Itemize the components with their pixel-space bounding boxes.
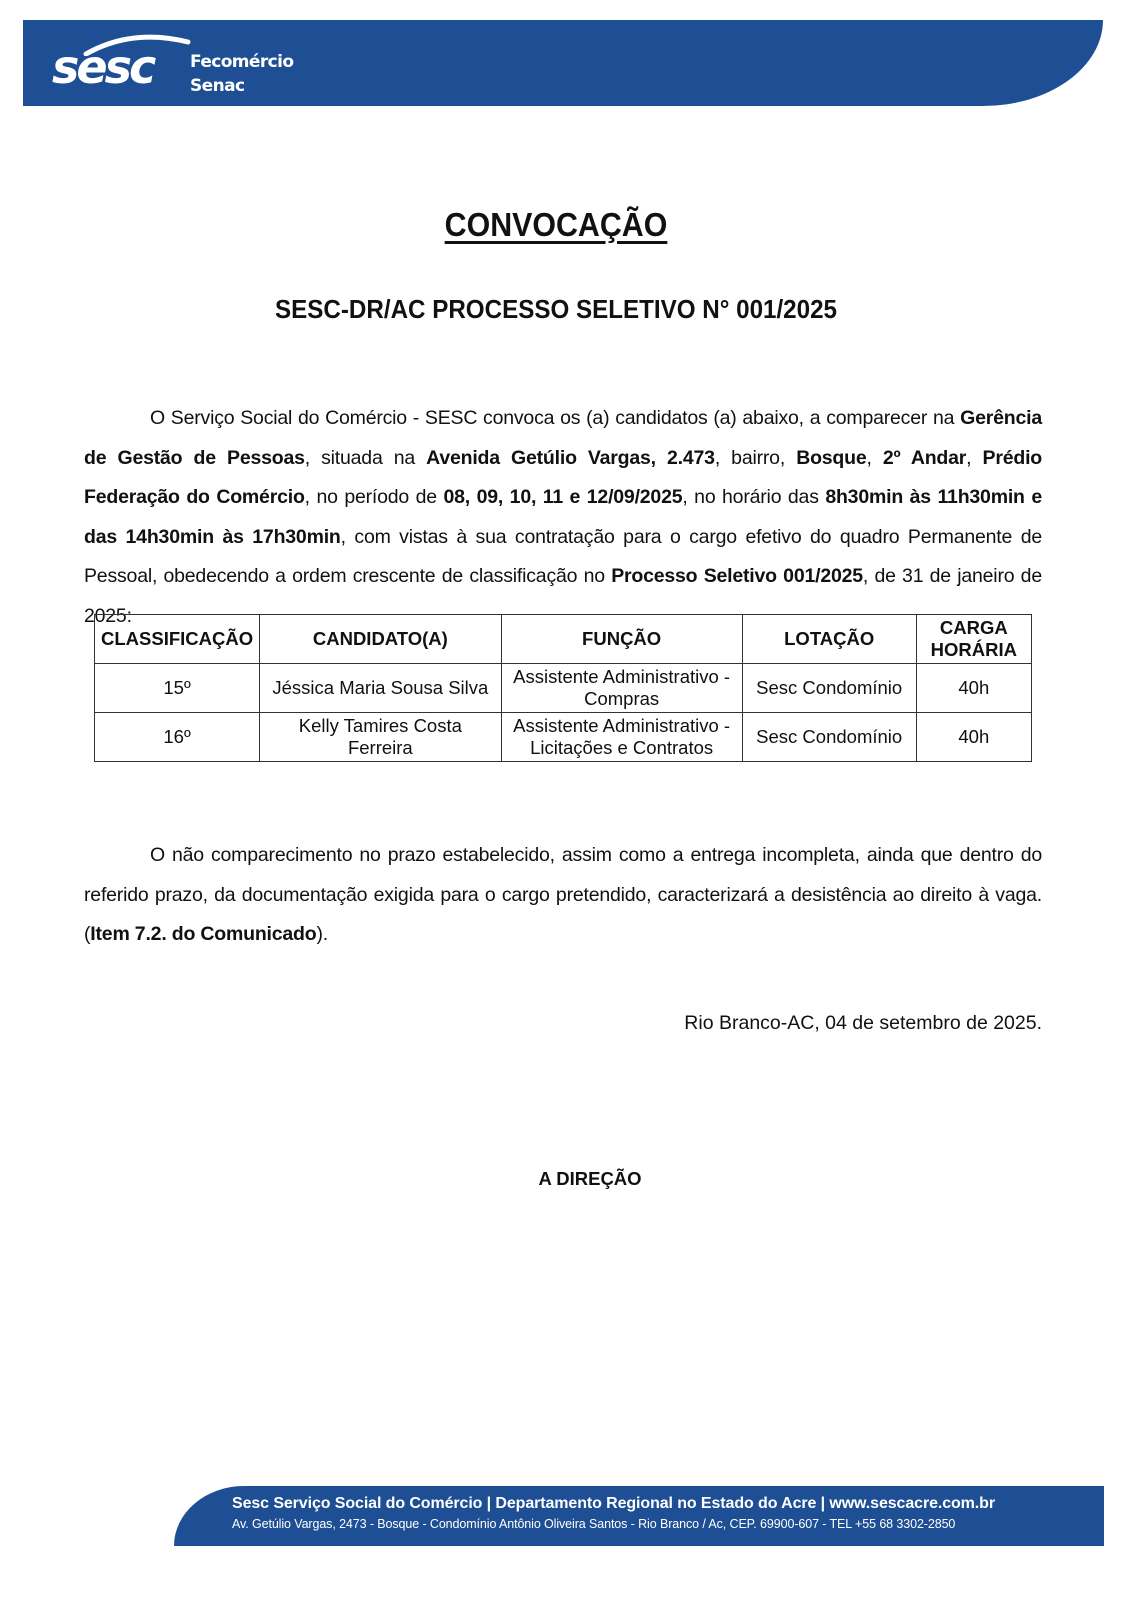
header-carga-horaria: CARGA HORÁRIA bbox=[916, 615, 1031, 664]
text-segment: O Serviço Social do Comércio - SESC convoca os (a) candidatos (a) abaixo, a comparecer na bbox=[150, 407, 961, 429]
text-segment: , bbox=[866, 446, 883, 469]
table-row bbox=[95, 664, 1032, 713]
footer-organization-line: Sesc Serviço Social do Comércio | Departamento Regional no Estado do Acre | www.sescacre.com.br bbox=[232, 1495, 995, 1512]
logo-text: sesc bbox=[52, 40, 154, 94]
cell-candidato: Kelly Tamires Costa Ferreira bbox=[260, 713, 501, 762]
bold-text-segment: Processo Seletivo 001/2025 bbox=[611, 565, 863, 587]
table-row bbox=[95, 713, 1032, 762]
header-funcao: FUNÇÃO bbox=[501, 615, 742, 664]
bold-text-segment: 2º Andar bbox=[882, 446, 967, 469]
text-segment: , com vistas à sua contratação para o cargo efetivo do quadro Permanente de Pessoal, obedecendo a ordem crescente de classificação no bbox=[84, 525, 1042, 587]
text-segment: , no período de bbox=[304, 486, 444, 508]
text-segment: , bbox=[966, 446, 983, 469]
cell-lotacao: Sesc Condomínio bbox=[742, 664, 916, 713]
cell-lotacao: Sesc Condomínio bbox=[742, 713, 916, 762]
logo-fecomercio: Fecomércio bbox=[190, 52, 294, 72]
cell-funcao: Assistente Administrativo - Licitações e Contratos bbox=[501, 713, 742, 762]
header-lotacao: LOTAÇÃO bbox=[742, 615, 916, 664]
candidates-table bbox=[94, 614, 1032, 762]
cell-candidato: Jéssica Maria Sousa Silva bbox=[260, 664, 501, 713]
sesc-logo bbox=[52, 34, 312, 96]
text-segment: , de 31 de janeiro de 2025: bbox=[84, 565, 1042, 627]
text-segment: , no horário das bbox=[682, 486, 826, 508]
cell-classificacao: 15º bbox=[95, 664, 260, 713]
cell-carga-horaria: 40h bbox=[916, 713, 1031, 762]
absence-notice-paragraph bbox=[84, 836, 1042, 955]
bold-text-segment: Avenida Getúlio Vargas, 2.473 bbox=[426, 446, 715, 469]
bold-text-segment: Gerência de Gestão de Pessoas bbox=[84, 407, 1042, 469]
table-header-row bbox=[95, 615, 1032, 664]
cell-funcao: Assistente Administrativo - Compras bbox=[501, 664, 742, 713]
cell-classificacao: 16º bbox=[95, 713, 260, 762]
convocation-paragraph bbox=[84, 399, 1042, 636]
bold-text-segment: 08, 09, 10, 11 e 12/09/2025 bbox=[443, 486, 683, 508]
text-segment: O não comparecimento no prazo estabelecido, assim como a entrega incompleta, ainda que dentro do referido prazo, da documentação exigida para o cargo pretendido, caracterizará a desistência ao direito à vaga. ( bbox=[84, 844, 1042, 945]
header-classificacao: CLASSIFICAÇÃO bbox=[95, 615, 260, 664]
text-segment: , situada na bbox=[304, 446, 427, 469]
signature: A DIREÇÃO bbox=[538, 1168, 642, 1189]
logo-senac: Senac bbox=[190, 76, 245, 96]
document-subtitle: SESC-DR/AC PROCESSO SELETIVO N° 001/2025 bbox=[275, 294, 837, 324]
cell-carga-horaria: 40h bbox=[916, 664, 1031, 713]
document-title: CONVOCAÇÃO bbox=[444, 206, 668, 243]
bold-text-segment: Prédio Federação do Comércio bbox=[84, 446, 1043, 508]
date-line: Rio Branco-AC, 04 de setembro de 2025. bbox=[684, 1012, 1042, 1034]
text-segment: ). bbox=[316, 923, 328, 945]
header-candidato: CANDIDATO(A) bbox=[260, 615, 501, 664]
bold-text-segment: Item 7.2. do Comunicado bbox=[90, 923, 317, 945]
bold-text-segment: 8h30min às 11h30min e das 14h30min às 17h30min bbox=[84, 486, 1042, 548]
text-segment: , bairro, bbox=[714, 446, 797, 469]
bold-text-segment: Bosque bbox=[796, 446, 867, 469]
footer-address-line: Av. Getúlio Vargas, 2473 - Bosque - Condomínio Antônio Oliveira Santos - Rio Branco / Ac, CEP. 69900-607 - TEL +55 68 3302-2850 bbox=[232, 1517, 956, 1531]
